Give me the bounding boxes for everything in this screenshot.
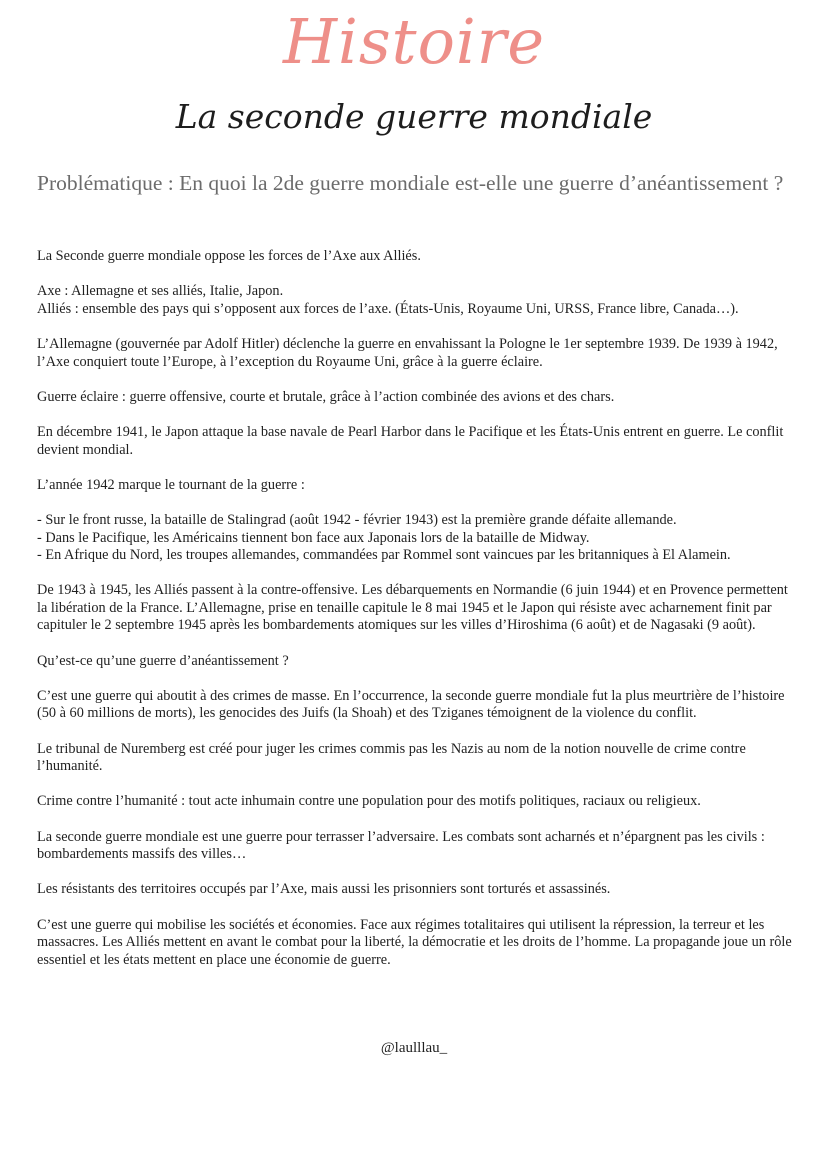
paragraph-invasion: L’Allemagne (gouvernée par Adolf Hitler) déclenche la guerre en envahissant la Pologne le 1er septembre 1939. De 1939 à 1942, l’Axe conquiert toute l’Europe, à l’exception du Royaume Uni, grâce à la guerre éclaire. [37, 335, 778, 370]
paragraph-nuremberg: Le tribunal de Nuremberg est créé pour juger les crimes commis pas les Nazis au nom de la notion nouvelle de crime contre l’humanité. [37, 740, 746, 775]
definition-crime-humanite: Crime contre l’humanité : tout acte inhumain contre une population pour des motifs politiques, raciaux ou religieux. [37, 793, 701, 810]
author-handle: @laulllau_ [380, 1040, 448, 1056]
list-item: - Sur le front russe, la bataille de Stalingrad (août 1942 - février 1943) est la première grande défaite allemande. [37, 511, 677, 528]
paragraph-intro: La Seconde guerre mondiale oppose les forces de l’Axe aux Alliés. [37, 248, 421, 264]
paragraph-mobilisation: C’est une guerre qui mobilise les sociétés et économies. Face aux régimes totalitaires qui utilisent la répression, la terreur et les massacres. Les Alliés mettent en avant le combat pour la liberté, la démocratie et les droits de l’homme. La propagande joue un rôle essentiel et les états mettent en place une économie de guerre. [37, 916, 792, 968]
definition-axe: Axe : Allemagne et ses alliés, Italie, Japon. [37, 283, 284, 300]
list-item: - En Afrique du Nord, les troupes allemandes, commandées par Rommel sont vaincues par les britanniques à El Alamein. [37, 547, 731, 564]
question-aneantissement: Qu’est-ce qu’une guerre d’anéantissement ? [37, 652, 289, 669]
definition-allies: Alliés : ensemble des pays qui s’opposent aux forces de l’axe. (États-Unis, Royaume Uni, URSS, France libre, Canada…). [37, 300, 739, 317]
problematique-heading: Problématique : En quoi la 2de guerre mondiale est-elle une guerre d’anéantissement ? [37, 171, 784, 195]
paragraph-terrasser: La seconde guerre mondiale est une guerre pour terrasser l’adversaire. Les combats sont acharnés et n’épargnent pas les civils : bombardements massifs des villes… [37, 828, 765, 863]
paragraph-resistants: Les résistants des territoires occupés par l’Axe, mais aussi les prisonniers sont torturés et assassinés. [37, 881, 611, 898]
paragraph-crimes-de-masse: C’est une guerre qui aboutit à des crimes de masse. En l’occurrence, la seconde guerre mondiale fut la plus meurtrière de l’histoire (50 à 60 millions de morts), les genocides des Juifs (la Shoah) et des Tziganes témoignent de la violence du conflit. [37, 687, 785, 722]
tournant-list [37, 512, 797, 565]
paragraph-contre-offensive: De 1943 à 1945, les Alliés passent à la contre-offensive. Les débarquements en Normandie (6 juin 1944) et en Provence permettent la libération de la France. L’Allemagne, prise en tenaille capitule le 8 mai 1945 et le Japon qui résiste avec acharnement finit par capituler le 2 septembre 1945 après les bombardements atomiques sur les villes d’Hiroshima (6 août) et de Nagasaki (9 août). [37, 582, 788, 634]
paragraph-tournant: L’année 1942 marque le tournant de la guerre : [37, 476, 305, 493]
definition-guerre-eclaire: Guerre éclaire : guerre offensive, courte et brutale, grâce à l’action combinée des avions et des chars. [37, 388, 615, 405]
paragraph-pearl-harbor: En décembre 1941, le Japon attaque la base navale de Pearl Harbor dans le Pacifique et les États-Unis entrent en guerre. Le conflit devient mondial. [37, 423, 784, 458]
list-item: - Dans le Pacifique, les Américains tiennent bon face aux Japonais lors de la bataille de Midway. [37, 529, 590, 546]
document-body [37, 248, 797, 987]
page-subtitle: La seconde guerre mondiale [175, 97, 653, 136]
page-title: Histoire [282, 5, 546, 78]
